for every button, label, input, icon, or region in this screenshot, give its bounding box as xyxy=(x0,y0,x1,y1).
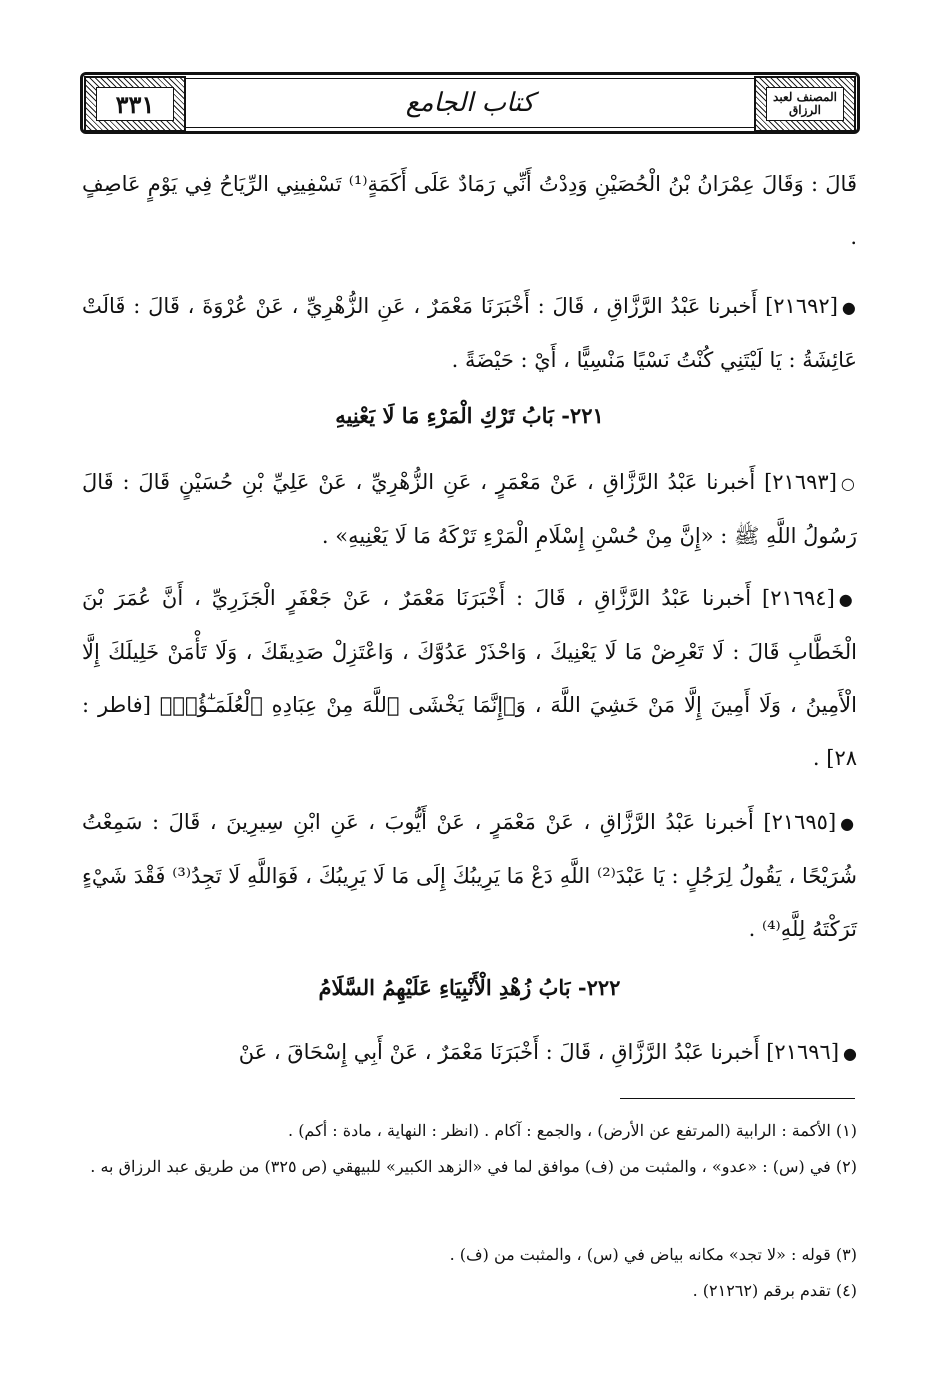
running-title: كتاب الجامع xyxy=(405,88,535,118)
hadith-paragraph xyxy=(82,456,857,563)
block-p3 xyxy=(82,456,857,563)
block-p4 xyxy=(82,572,857,785)
block-h1 xyxy=(82,396,857,436)
hadith-number: [٢١٦٩٥] xyxy=(763,810,837,834)
footnote-separator xyxy=(620,1098,855,1099)
chapter-heading: ٢٢١- بَابُ تَرْكِ الْمَرْءِ مَا لَا يَعْنِيهِ xyxy=(335,403,604,428)
hadith-number: [٢١٦٩٦] xyxy=(766,1040,840,1064)
page-number: ٣٣١ xyxy=(96,87,174,121)
hadith-text: أَخبرنا عَبْدُ الرَّزَّاقِ ، عَنْ مَعْمَرٍ ، عَنِ الزُّهْرِيِّ ، عَنْ عَلِيِّ بْنِ حُسَيْنٍ قَالَ : قَالَ رَسُولُ اللَّهِ ﷺ : «إِنَّ مِنْ حُسْنِ إِسْلَامِ الْمَرْءِ تَرْكَهُ مَا لَا يَعْنِيهِ» . xyxy=(82,470,857,548)
block-h2 xyxy=(82,968,857,1008)
paragraph: قَالَ : وَقَالَ عِمْرَانُ بْنُ الْحُصَيْنِ وَدِدْتُ أَنِّي رَمَادٌ عَلَى أَكَمَةٍ⁽¹⁾ تَسْفِينِي الرِّيَاحُ فِي يَوْمٍ عَاصِفٍ . xyxy=(82,172,857,249)
bullet-icon: ○ xyxy=(840,474,857,493)
bullet-icon: ● xyxy=(841,298,857,317)
chapter-heading: ٢٢٢- بَابُ زُهْدِ الْأَنْبِيَاءِ عَلَيْهِمُ السَّلَامُ xyxy=(318,975,621,1000)
hadith-number: [٢١٦٩٤] xyxy=(761,586,835,610)
footnote-4: (٤) تقدم برقم (٢١٢٦٢) . xyxy=(692,1281,857,1300)
bullet-icon: ● xyxy=(838,590,857,609)
bullet-icon: ● xyxy=(843,1044,857,1063)
hadith-text: أَخبرنا عَبْدُ الرَّزَّاقِ ، عَنْ مَعْمَرٍ ، عَنْ أَيُّوبَ ، عَنِ ابْنِ سِيرِينَ ، قَالَ : سَمِعْتُ شُرَيْحًا ، يَقُولُ لِرَجُلٍ : يَا عَبْدَ⁽²⁾ اللَّهِ دَعْ مَا يَرِيبُكَ إِلَى مَا لَا يَرِيبُكَ ، فَوَاللَّهِ لَا تَجِدُ⁽³⁾ فَقْدَ شَيْءٍ تَرَكْتَهُ لِلَّهِ⁽⁴⁾ . xyxy=(82,810,858,941)
footnote-1: (١) الأكمة : الرابية (المرتفع عن الأرض) ، والجمع : آكام . (انظر : النهاية ، مادة : أكم) . xyxy=(288,1121,857,1140)
block-p6 xyxy=(82,1026,857,1080)
hadith-number: [٢١٦٩٢] xyxy=(765,294,838,318)
block-p5 xyxy=(82,796,857,956)
emblem-text: المصنف لعبد الرزاق xyxy=(766,87,844,121)
hadith-text: أَخبرنا عَبْدُ الرَّزَّاقِ ، قَالَ : أَخْبَرَنَا مَعْمَرٌ ، عَنِ الزُّهْرِيِّ ، عَنْ عُرْوَةَ ، قَالَ : قَالَتْ عَائِشَةُ : يَا لَيْتَنِي كُنْتُ نَسْيًا مَنْسِيًّا ، أَيْ : حَيْضَةً . xyxy=(82,294,857,372)
block-p2 xyxy=(82,280,857,387)
hadith-text: أَخبرنا عَبْدُ الرَّزَّاقِ ، قَالَ : أَخْبَرَنَا مَعْمَرٌ ، عَنْ أَبِي إِسْحَاقَ ، عَنْ xyxy=(238,1040,760,1064)
block-p1 xyxy=(82,158,857,264)
page-number-box xyxy=(84,76,186,132)
page-header xyxy=(80,72,860,134)
emblem-box xyxy=(754,76,856,132)
hadith-paragraph xyxy=(82,280,857,387)
bullet-icon: ● xyxy=(840,814,857,833)
footnote-3: (٣) قوله : «لا تجد» مكانه بياض في (س) ، والمثبت من (ف) . xyxy=(449,1245,857,1264)
hadith-paragraph xyxy=(82,572,857,785)
hadith-number: [٢١٦٩٣] xyxy=(764,470,837,494)
hadith-paragraph xyxy=(82,796,857,956)
hadith-text: أَخبرنا عَبْدُ الرَّزَّاقِ ، قَالَ : أَخْبَرَنَا مَعْمَرٌ ، عَنْ جَعْفَرٍ الْجَزَرِيِّ ، أَنَّ عُمَرَ بْنَ الْخَطَّابِ قَالَ : لَا تَعْرِضْ مَا لَا يَعْنِيكَ ، وَاحْذَرْ عَدُوَّكَ ، وَاعْتَزِلْ صَدِيقَكَ ، وَلَا تَأْمَنْ خَلِيلَكَ إِلَّا الْأَمِينُ ، وَلَا أَمِينَ إِلَّا مَنْ خَشِيَ اللَّهَ ، وَ﴿إِنَّمَا يَخْشَى ٱللَّهَ مِنْ عِبَادِهِ ٱلْعُلَمَـٰٓؤُا۟﴾ [فاطر : ٢٨] . xyxy=(82,586,858,770)
footnote-2: (٢) في (س) : «عدو» ، والمثبت من (ف) موافق لما في «الزهد الكبير» للبيهقي (ص ٣٢٥) من طريق عبد الرزاق به . xyxy=(90,1157,857,1176)
hadith-paragraph xyxy=(82,1026,857,1080)
